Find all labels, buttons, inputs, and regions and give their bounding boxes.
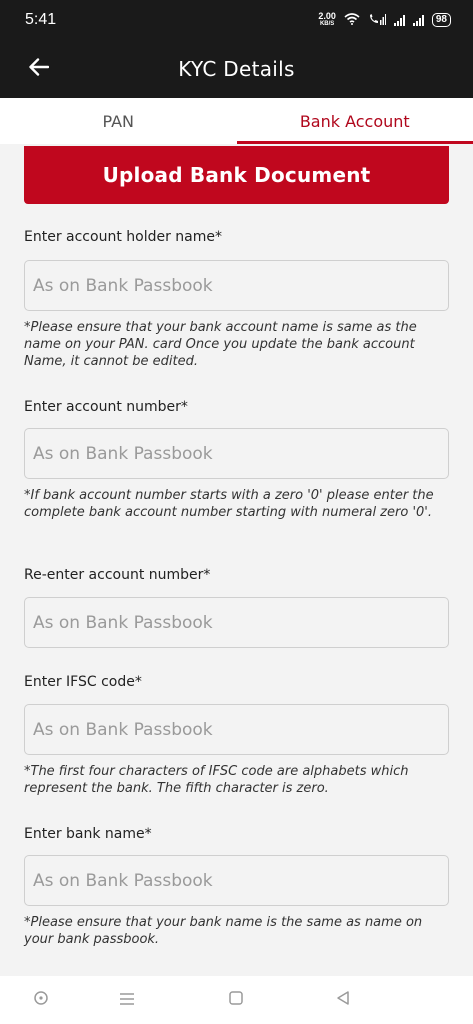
nav-menu-icon <box>119 991 135 1010</box>
network-speed-value: 2.00 <box>318 11 336 21</box>
network-speed-unit: KB/S <box>319 21 335 27</box>
account-holder-name-label: Enter account holder name* <box>24 229 222 245</box>
back-arrow-icon <box>29 58 49 80</box>
account-holder-name-note: *Please ensure that your bank account name is same as the name on your PAN. card Once you update the bank account Name, it cannot be edited. <box>24 320 417 369</box>
account-number-input[interactable] <box>24 428 449 479</box>
nav-menu-button[interactable] <box>117 990 137 1010</box>
account-number-label: Enter account number* <box>24 399 188 415</box>
signal-icon <box>394 14 405 26</box>
ifsc-code-input[interactable] <box>24 704 449 755</box>
back-button[interactable] <box>24 54 54 84</box>
call-signal-icon <box>368 13 386 28</box>
status-bar <box>0 0 473 40</box>
signal-icon-2 <box>413 14 424 26</box>
status-time: 5:41 <box>25 11 57 28</box>
upload-bank-document-button[interactable]: Upload Bank Document <box>24 146 449 204</box>
nav-back-triangle-icon <box>335 990 351 1010</box>
battery-icon: 98 <box>432 13 451 27</box>
nav-home-button[interactable] <box>226 990 246 1010</box>
page-title: KYC Details <box>178 57 295 81</box>
status-icons <box>318 12 451 28</box>
tab-bank-account[interactable]: Bank Account <box>237 98 473 144</box>
bank-name-label: Enter bank name* <box>24 826 152 842</box>
nav-assistant-button[interactable] <box>31 990 51 1010</box>
reenter-account-number-label: Re-enter account number* <box>24 567 211 583</box>
bank-name-note: *Please ensure that your bank name is the same as name on your bank passbook. <box>24 915 423 947</box>
ifsc-code-label: Enter IFSC code* <box>24 674 142 690</box>
app-bar <box>0 40 473 98</box>
tab-pan[interactable]: PAN <box>102 111 135 131</box>
form-content <box>0 144 473 976</box>
system-nav-bar <box>0 976 473 1024</box>
account-number-note: *If bank account number starts with a zero '0' please enter the complete bank account number starting with numeral zero '0'. <box>24 488 434 520</box>
network-speed <box>318 12 336 28</box>
tab-bar <box>0 98 473 144</box>
account-holder-name-input[interactable] <box>24 260 449 311</box>
ifsc-code-note: *The first four characters of IFSC code are alphabets which represent the bank. The fifth character is zero. <box>24 764 409 796</box>
reenter-account-number-input[interactable] <box>24 597 449 648</box>
nav-square-icon <box>228 990 244 1010</box>
wifi-icon <box>344 13 360 28</box>
nav-home-circle-icon <box>33 990 49 1010</box>
bank-name-input[interactable] <box>24 855 449 906</box>
nav-back-button[interactable] <box>333 990 353 1010</box>
